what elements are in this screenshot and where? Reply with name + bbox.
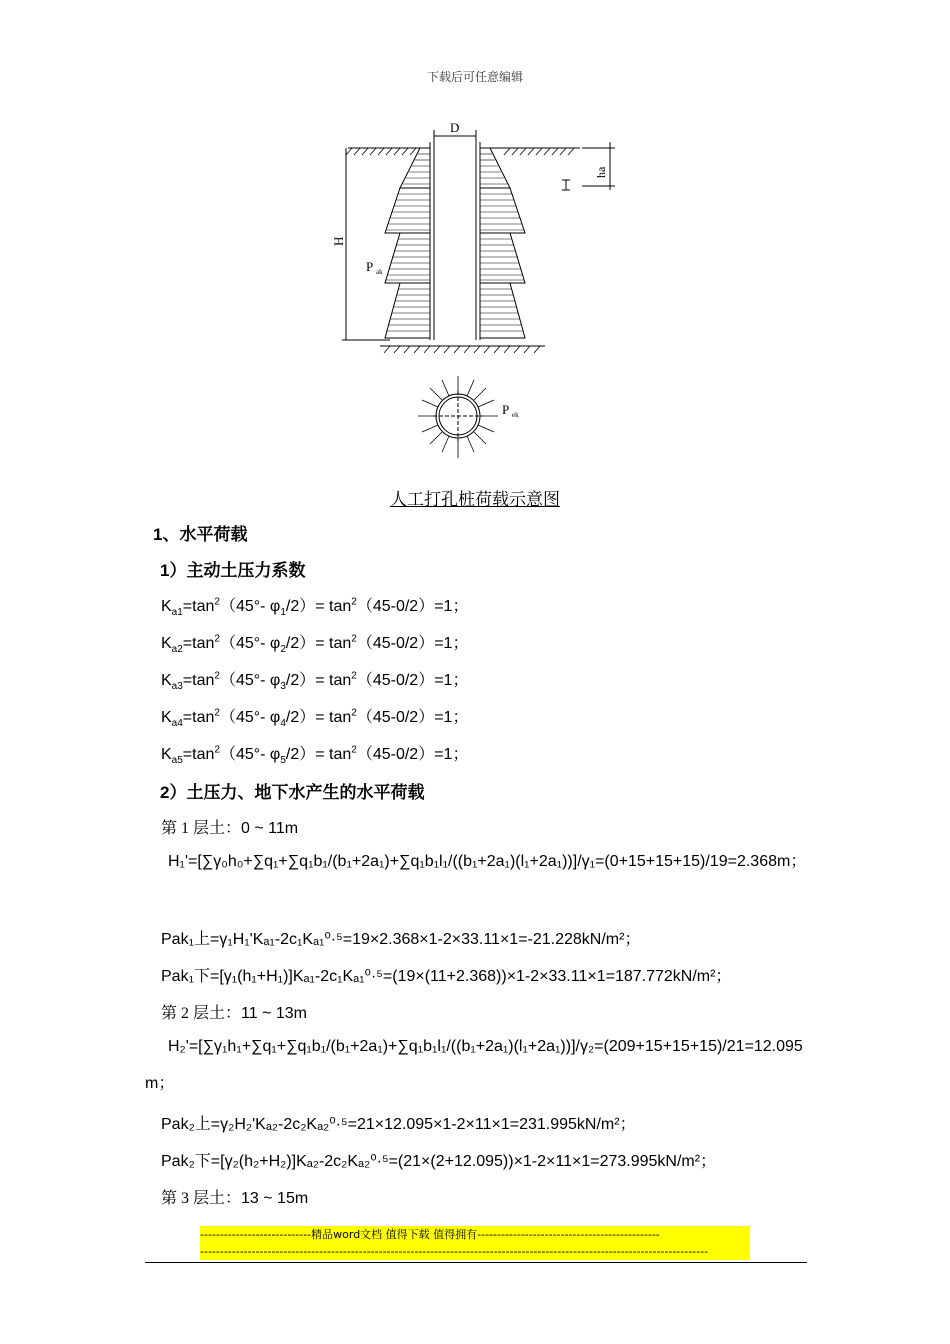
layer-3-label: 第 3 层土：13 ~ 15m bbox=[161, 1190, 309, 1207]
ka-equation-3: $K_{a3}=\tan^2(45^\circ-$ $\varphi_3/2)= \tan^2(45-0/2)=1$； bbox=[161, 670, 469, 693]
formula-h2: H₂'=[∑γ₁h₁+∑q₁+∑q₁b₁/(b₁+2a₁)+∑q₁b₁l₁/((b₁+2a₁)(l₁+2a₁))]/γ₂=(209+15+15+15)/21=12.095m； bbox=[145, 1038, 803, 1092]
formula-pak2-up: Pak₂上=γ₂H₂'Kₐ₂-2c₂Kₐ₂⁰·⁵=21×12.095×1-2×11×1=231.995kN/m²； bbox=[161, 1116, 636, 1133]
section-heading-horizontal-load: 1、水平荷载 bbox=[153, 525, 248, 544]
label-pek-sub: ek bbox=[512, 411, 519, 419]
formula-pak2-down: Pak₂下=[γ₂(h₂+H₂)]Kₐ₂-2c₂Kₐ₂⁰·⁵=(21×(2+12.095))×1-2×11×1=273.995kN/m²； bbox=[161, 1153, 717, 1170]
ka-equation-1: $K_{a1}=\tan^2(45^\circ-$ $\varphi_1/2)= \tan^2(45-0/2)=1$； bbox=[161, 596, 469, 619]
layer-1-label: 第 1 层土：0 ~ 11m bbox=[161, 820, 299, 837]
header-note: 下载后可任意编辑 bbox=[426, 70, 523, 84]
label-ha: ha bbox=[594, 166, 608, 178]
section-heading-active-earth-pressure: 1）主动土压力系数 bbox=[160, 561, 306, 580]
pile-load-diagram bbox=[330, 118, 630, 468]
footer-line-2: -------------------------------------------------------------------------------------------------------------------------------- bbox=[200, 1245, 709, 1258]
footer-banner bbox=[200, 1226, 750, 1260]
figure-caption: 人工打孔桩荷载示意图 bbox=[390, 490, 560, 509]
label-d: D bbox=[450, 120, 460, 135]
formula-h1: H₁'=[∑γ₀h₀+∑q₁+∑q₁b₁/(b₁+2a₁)+∑q₁b₁l₁/((b₁+2a₁)(l₁+2a₁))]/γ₁=(0+15+15+15)/19=2.368m； bbox=[168, 853, 807, 870]
label-pek: P bbox=[502, 402, 510, 417]
layer-2-label: 第 2 层土：11 ~ 13m bbox=[161, 1005, 307, 1022]
section-heading-horizontal-load-water: 2）土压力、地下水产生的水平荷载 bbox=[160, 783, 425, 802]
footer-rule bbox=[145, 1262, 807, 1263]
formula-pak1-down: Pak₁下=[γ₁(h₁+H₁)]Kₐ₁-2c₁Kₐ₁⁰·⁵=(19×(11+2.368))×1-2×33.11×1=187.772kN/m²； bbox=[161, 968, 732, 985]
ka-equation-2: $K_{a2}=\tan^2(45^\circ-$ $\varphi_2/2)= \tan^2(45-0/2)=1$； bbox=[161, 633, 469, 656]
ka-equation-4: $K_{a4}=\tan^2(45^\circ-$ $\varphi_4/2)= \tan^2(45-0/2)=1$； bbox=[161, 707, 469, 730]
label-pak: P bbox=[366, 259, 374, 274]
formula-pak1-up: Pak₁上=γ₁H₁'Kₐ₁-2c₁Kₐ₁⁰·⁵=19×2.368×1-2×33.11×1=-21.228kN/m²； bbox=[161, 931, 641, 948]
label-h: H bbox=[331, 236, 346, 246]
ka-equation-5: $K_{a5}=\tan^2(45^\circ-$ $\varphi_5/2)= \tan^2(45-0/2)=1$； bbox=[161, 744, 469, 767]
footer-line-1: ----------------------------精品word文档 值得下载 值得拥有---------------------------------------------- bbox=[200, 1228, 660, 1241]
label-pak-sub: ak bbox=[376, 268, 383, 276]
